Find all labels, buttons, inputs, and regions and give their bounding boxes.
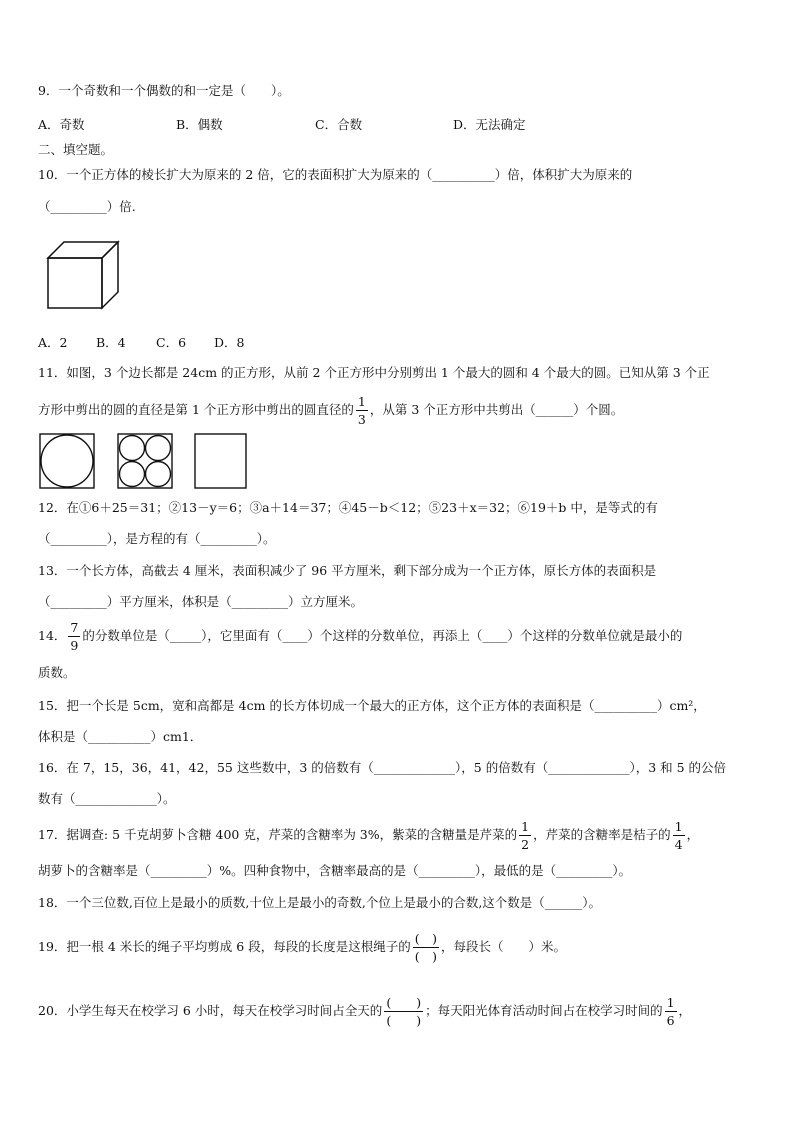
q14-fraction-numerator: 7	[70, 620, 79, 635]
q20-text-c: ，	[678, 1003, 692, 1018]
q14-text: 的分数单位是（_____），它里面有（____）个这样的分数单位，再添上（____）个这样的分数单位就是最小的	[82, 628, 683, 643]
q20-stem	[38, 990, 691, 1032]
q17-fraction-2-denominator: 4	[674, 837, 683, 852]
q15-stem-line2: 体积是（__________）cm1．	[38, 729, 203, 744]
q11-stem-line2	[38, 393, 623, 428]
q17-stem-line1	[38, 816, 699, 854]
q16-stem-line1: 16．在 7，15，36，41，42，55 这些数中，3 的倍数有（_____________），5 的倍数有（_____________），3 和 5 的公倍	[38, 760, 727, 775]
q17-fraction-2	[673, 818, 685, 853]
q11-text-b: ，从第 3 个正方形中共剪出（______）个圆。	[369, 402, 624, 417]
q19-fraction	[413, 930, 439, 965]
q20-fraction-2-numerator: 1	[666, 995, 675, 1010]
q13-stem-line2: （_________）平方厘米，体积是（_________）立方厘米。	[38, 594, 364, 609]
q14-stem-line1	[38, 619, 682, 654]
q9-option-c: C．合数	[315, 117, 363, 132]
q17-text-c: ，	[686, 827, 700, 842]
q12-stem-line1: 12．在①6＋25＝31；②13－y＝6；③a＋14＝37；④45－b＜12；⑤23＋x＝32；⑥19＋b 中，是等式的有	[38, 500, 658, 515]
q10-option-a: A．2	[38, 335, 68, 350]
q10-stem-line2: （_________）倍.	[38, 199, 136, 214]
q17-fraction-1	[519, 818, 531, 853]
q12-stem-line2: （_________），是方程的有（_________）。	[38, 531, 276, 546]
q17-stem-line2: 胡萝卜的含糖率是（_________）%。四种食物中，含糖率最高的是（_________），最低的是（_________）。	[38, 863, 632, 878]
q17-fraction-2-numerator: 1	[674, 819, 683, 834]
q11-stem-line1: 11．如图，3 个边长都是 24cm 的正方形，从前 2 个正方形中分别剪出 1 个最大的圆和 4 个最大的圆。已知从第 3 个正	[38, 365, 710, 380]
q14-fraction	[68, 619, 80, 654]
q11-squares-figure	[38, 432, 248, 490]
q9-stem: 9．一个奇数和一个偶数的和一定是（ ）。	[38, 83, 290, 98]
q17-fraction-1-denominator: 2	[521, 837, 530, 852]
q17-text-b: ，芹菜的含糖率是桔子的	[533, 827, 671, 842]
q16-stem-line2: 数有（_____________）。	[38, 791, 176, 806]
q14-fraction-denominator: 9	[70, 638, 79, 653]
q9-option-d: D．无法确定	[453, 117, 526, 132]
q19-fraction-numerator: ( )	[414, 931, 437, 946]
q15-stem-line1: 15．把一个长是 5cm，宽和高都是 4cm 的长方体切成一个最大的正方体，这个正方体的表面积是（__________）cm²，	[38, 698, 706, 713]
q11-fraction-numerator: 1	[357, 394, 366, 409]
q13-stem-line1: 13．一个长方体，高截去 4 厘米，表面积减少了 96 平方厘米，剩下部分成为一个正方体，原长方体的表面积是	[38, 563, 657, 578]
q9-option-a: A．奇数	[38, 117, 85, 132]
q9-option-b: B．偶数	[176, 117, 223, 132]
q14-stem-line2: 质数。	[38, 665, 76, 680]
q14-number: 14．	[38, 628, 67, 643]
q10-cube-figure	[46, 240, 120, 310]
section-heading-fill-blank: 二、填空题。	[38, 142, 114, 157]
q20-fraction-2	[665, 994, 677, 1029]
q20-fraction-1-numerator: ( )	[386, 995, 422, 1010]
q19-fraction-denominator: ( )	[414, 949, 437, 964]
q19-stem	[38, 926, 566, 968]
q11-fraction-denominator: 3	[357, 412, 366, 427]
q11-text-a: 方形中剪出的圆的直径是第 1 个正方形中剪出的圆直径的	[38, 402, 354, 417]
q10-option-c: C．6	[156, 335, 187, 350]
q17-fraction-1-numerator: 1	[521, 819, 530, 834]
q19-text-a: 19．把一根 4 米长的绳子平均剪成 6 段，每段的长度是这根绳子的	[38, 939, 411, 954]
q20-fraction-1	[384, 994, 423, 1029]
q20-fraction-1-denominator: ( )	[386, 1013, 422, 1028]
q19-text-b: ，每段长（ ）米。	[440, 939, 566, 954]
q20-text-a: 20．小学生每天在校学习 6 小时，每天在校学习时间占全天的	[38, 1003, 383, 1018]
q10-option-d: D．8	[214, 335, 245, 350]
q20-fraction-2-denominator: 6	[666, 1013, 675, 1028]
q10-stem-line1: 10．一个正方体的棱长扩大为原来的 2 倍，它的表面积扩大为原来的（__________）倍，体积扩大为原来的	[38, 167, 633, 182]
q20-text-b: ；每天阳光体育活动时间占在校学习时间的	[425, 1003, 663, 1018]
q10-option-b: B．4	[96, 335, 126, 350]
q18-stem: 18．一个三位数,百位上是最小的质数,十位上是最小的奇数,个位上是最小的合数,这个数是（______）。	[38, 895, 602, 910]
q11-fraction	[356, 393, 368, 428]
q17-text-a: 17．据调查: 5 千克胡萝卜含糖 400 克，芹菜的含糖率为 3%，紫菜的含糖量是芹菜的	[38, 827, 518, 842]
